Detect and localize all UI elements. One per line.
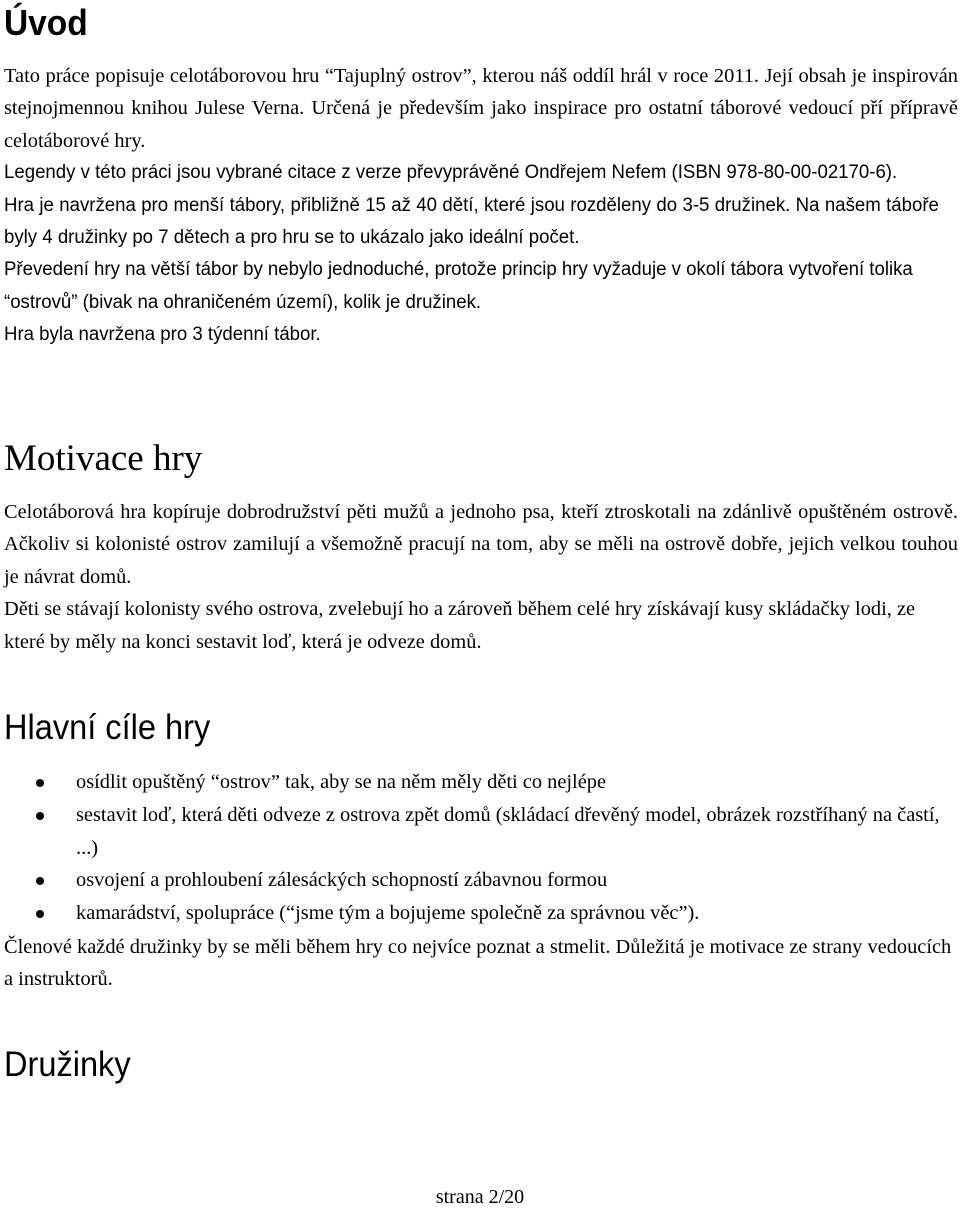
list-item	[4, 897, 958, 930]
paragraph: Hra je navržena pro menší tábory, přibližně 15 až 40 dětí, které jsou rozděleny do 3-5 družinek. Na našem táboře byly 4 družinky po 7 dětech a pro hru se to ukázalo jako ideální počet.	[4, 194, 939, 249]
goals-list	[4, 766, 958, 930]
heading-uvod: Úvod	[4, 2, 88, 43]
section-uvod	[4, 60, 958, 352]
paragraph: Převedení hry na větší tábor by nebylo jednoduché, protože princip hry vyžaduje v okolí tábora vytvoření tolika “ostrovů” (bivak na ohraničeném území), kolik je družinek.	[4, 259, 913, 313]
list-item	[4, 766, 958, 799]
list-item	[4, 864, 958, 897]
paragraph: Legendy v této práci jsou vybrané citace z verze převyprávěné Ondřejem Nefem (ISBN 978-80-00-02170-6).	[4, 162, 898, 184]
bullet-icon	[36, 779, 44, 787]
list-item	[4, 799, 958, 865]
page-number: strana 2/20	[435, 1186, 525, 1208]
section-cile-note	[4, 931, 958, 996]
heading-cile: Hlavní cíle hry	[4, 708, 211, 747]
heading-druzinky: Družinky	[4, 1045, 131, 1084]
paragraph: Děti se stávají kolonisty svého ostrova, zvelebují ho a zároveň během celé hry získávají kusy skládačky lodi, ze které by měly na konci sestavit loď, která je odveze domů.	[4, 598, 916, 653]
list-item-text: osvojení a prohloubení zálesáckých schopností zábavnou formou	[76, 869, 608, 892]
paragraph: Členové každé družinky by se měli během hry co nejvíce poznat a stmelit. Důležitá je motivace ze strany vedoucích a instruktorů.	[4, 936, 952, 991]
bullet-icon	[36, 877, 44, 885]
bullet-icon	[36, 812, 44, 820]
paragraph: Celotáborová hra kopíruje dobrodružství pěti mužů a jednoho psa, kteří ztroskotali na zdánlivě opuštěném ostrově. Ačkoliv si kolonisté ostrov zamilují a všemožně pracují na tom, aby se měli na ostrově dobře, jejich velkou touhou je návrat domů.	[4, 501, 958, 588]
heading-motivace: Motivace hry	[4, 438, 203, 479]
list-item-text: kamarádství, spolupráce (“jsme tým a bojujeme společně za správnou věc”).	[76, 902, 700, 925]
paragraph: Tato práce popisuje celotáborovou hru “Tajuplný ostrov”, kterou náš oddíl hrál v roce 2011. Její obsah je inspirován stejnojmennou knihou Julese Verna. Určená je především jako inspirace pro ostatní táborové vedoucí pří přípravě celotáborové hry.	[4, 65, 958, 152]
list-item-text: sestavit loď, která děti odveze z ostrova zpět domů (skládací dřevěný model, obrázek rozstříhaný na častí, ...)	[76, 803, 940, 859]
list-item-text: osídlit opuštěný “ostrov” tak, aby se na něm měly děti co nejlépe	[76, 771, 607, 793]
paragraph: Hra byla navržena pro 3 týdenní tábor.	[4, 324, 321, 346]
bullet-icon	[36, 910, 44, 918]
section-motivace	[4, 496, 958, 658]
